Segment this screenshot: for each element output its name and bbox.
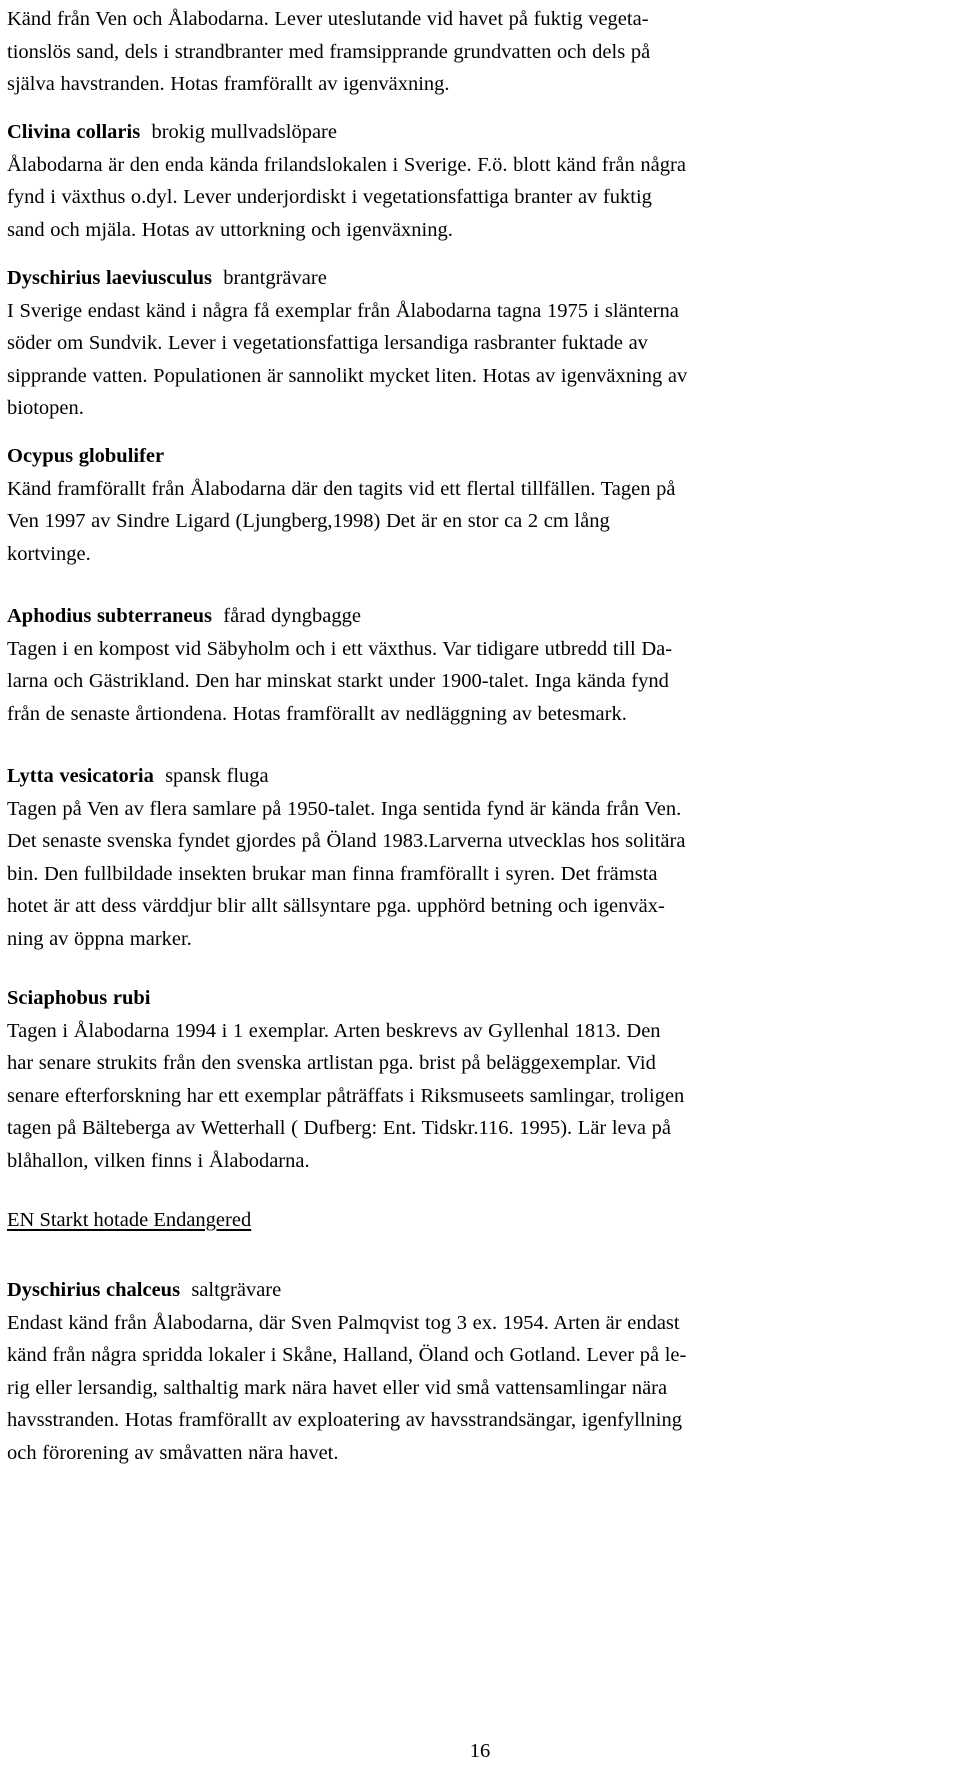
common-name: fårad dyngbagge xyxy=(223,605,361,627)
text-line: kortvinge. xyxy=(7,542,91,565)
common-name: spansk fluga xyxy=(165,765,269,787)
text-line: söder om Sundvik. Lever i vegetationsfattiga lersandiga rasbranter fuktade av xyxy=(7,332,648,354)
species-entry-dyschirius-laeviusculus xyxy=(7,262,942,425)
common-name: brantgrävare xyxy=(223,267,327,289)
species-name: Lytta vesicatoria xyxy=(7,765,154,787)
species-entry-lytta-vesicatoria xyxy=(7,760,942,955)
species-heading xyxy=(7,982,942,1015)
text-line: känd från några spridda lokaler i Skåne, Halland, Öland och Gotland. Lever på le- xyxy=(7,1344,687,1366)
species-name: Clivina collaris xyxy=(7,121,141,143)
text-line: tionslös sand, dels i strandbranter med framsipprande grundvatten och dels på xyxy=(7,40,651,63)
species-entry-ocypus-globulifer xyxy=(7,440,942,570)
species-name: Dyschirius chalceus xyxy=(7,1279,181,1301)
species-heading xyxy=(7,116,942,149)
species-entry-clivina-collaris xyxy=(7,116,942,246)
text-line: hotet är att dess värddjur blir allt sällsyntare pga. upphörd betning och igenväx- xyxy=(7,895,665,917)
page-number: 16 xyxy=(469,1740,491,1762)
species-name: Dyschirius laeviusculus xyxy=(7,267,212,289)
text-line: sipprande vatten. Populationen är sannolikt mycket liten. Hotas av igenväxning av xyxy=(7,364,688,387)
species-heading xyxy=(7,262,942,295)
text-line: havsstranden. Hotas framförallt av exploatering av havsstrandsängar, igenfyllning xyxy=(7,1409,682,1431)
intro-paragraph xyxy=(7,3,942,101)
text-line: blåhallon, vilken finns i Ålabodarna. xyxy=(7,1149,310,1172)
text-line: från de senaste årtiondena. Hotas framförallt av nedläggning av betesmark. xyxy=(7,702,627,725)
text-line: Ålabodarna är den enda kända frilandslokalen i Sverige. F.ö. blott känd från några xyxy=(7,153,686,176)
species-entry-sciaphobus-rubi xyxy=(7,982,942,1177)
species-heading xyxy=(7,1274,942,1307)
text-line: biotopen. xyxy=(7,397,84,419)
text-line: Det senaste svenska fyndet gjordes på Öland 1983.Larverna utvecklas hos solitära xyxy=(7,830,686,852)
species-name: Sciaphobus rubi xyxy=(7,987,151,1009)
text-line: Tagen på Ven av flera samlare på 1950-talet. Inga sentida fynd är kända från Ven. xyxy=(7,797,682,820)
species-entry-aphodius-subterraneus xyxy=(7,600,942,730)
text-line: sand och mjäla. Hotas av uttorkning och igenväxning. xyxy=(7,218,453,241)
species-heading xyxy=(7,440,942,473)
text-line: Känd framförallt från Ålabodarna där den tagits vid ett flertal tillfällen. Tagen på xyxy=(7,477,676,500)
text-line: bin. Den fullbildade insekten brukar man finna framförallt i syren. Det främsta xyxy=(7,862,658,885)
text-line: Tagen i Ålabodarna 1994 i 1 exemplar. Arten beskrevs av Gyllenhal 1813. Den xyxy=(7,1019,661,1042)
species-heading xyxy=(7,760,942,793)
common-name: saltgrävare xyxy=(191,1279,282,1301)
text-line: larna och Gästrikland. Den har minskat starkt under 1900-talet. Inga kända fynd xyxy=(7,670,669,692)
document-page xyxy=(7,0,947,1776)
text-line: Ven 1997 av Sindre Ligard (Ljungberg,1998) Det är en stor ca 2 cm lång xyxy=(7,510,610,532)
text-line: själva havstranden. Hotas framförallt av igenväxning. xyxy=(7,73,450,95)
text-line: tagen på Bälteberga av Wetterhall ( Dufberg: Ent. Tidskr.116. 1995). Lär leva på xyxy=(7,1117,671,1139)
text-line: Tagen i en kompost vid Säbyholm och i ett växthus. Var tidigare utbredd till Da- xyxy=(7,637,673,660)
text-line: har senare strukits från den svenska artlistan pga. brist på beläggexemplar. Vid xyxy=(7,1052,656,1074)
common-name: brokig mullvadslöpare xyxy=(151,121,337,143)
text-line: senare efterforskning har ett exemplar påträffats i Riksmuseets samlingar, troligen xyxy=(7,1084,685,1107)
text-line: ning av öppna marker. xyxy=(7,927,192,950)
species-heading xyxy=(7,600,942,633)
species-name: Ocypus globulifer xyxy=(7,445,165,467)
text-line: Känd från Ven och Ålabodarna. Lever uteslutande vid havet på fuktig vegeta- xyxy=(7,8,649,30)
text-line: och förorening av småvatten nära havet. xyxy=(7,1441,339,1464)
species-entry-dyschirius-chalceus xyxy=(7,1274,942,1469)
text-line: rig eller lersandig, salthaltig mark nära havet eller vid små vattensamlingar nära xyxy=(7,1376,668,1399)
species-name: Aphodius subterraneus xyxy=(7,605,212,627)
text-line: Endast känd från Ålabodarna, där Sven Palmqvist tog 3 ex. 1954. Arten är endast xyxy=(7,1311,680,1334)
section-heading-endangered: EN Starkt hotade Endangered xyxy=(7,1209,252,1231)
text-line: I Sverige endast känd i några få exemplar från Ålabodarna tagna 1975 i slänterna xyxy=(7,299,679,322)
text-line: fynd i växthus o.dyl. Lever underjordiskt i vegetationsfattiga branter av fuktig xyxy=(7,186,652,208)
